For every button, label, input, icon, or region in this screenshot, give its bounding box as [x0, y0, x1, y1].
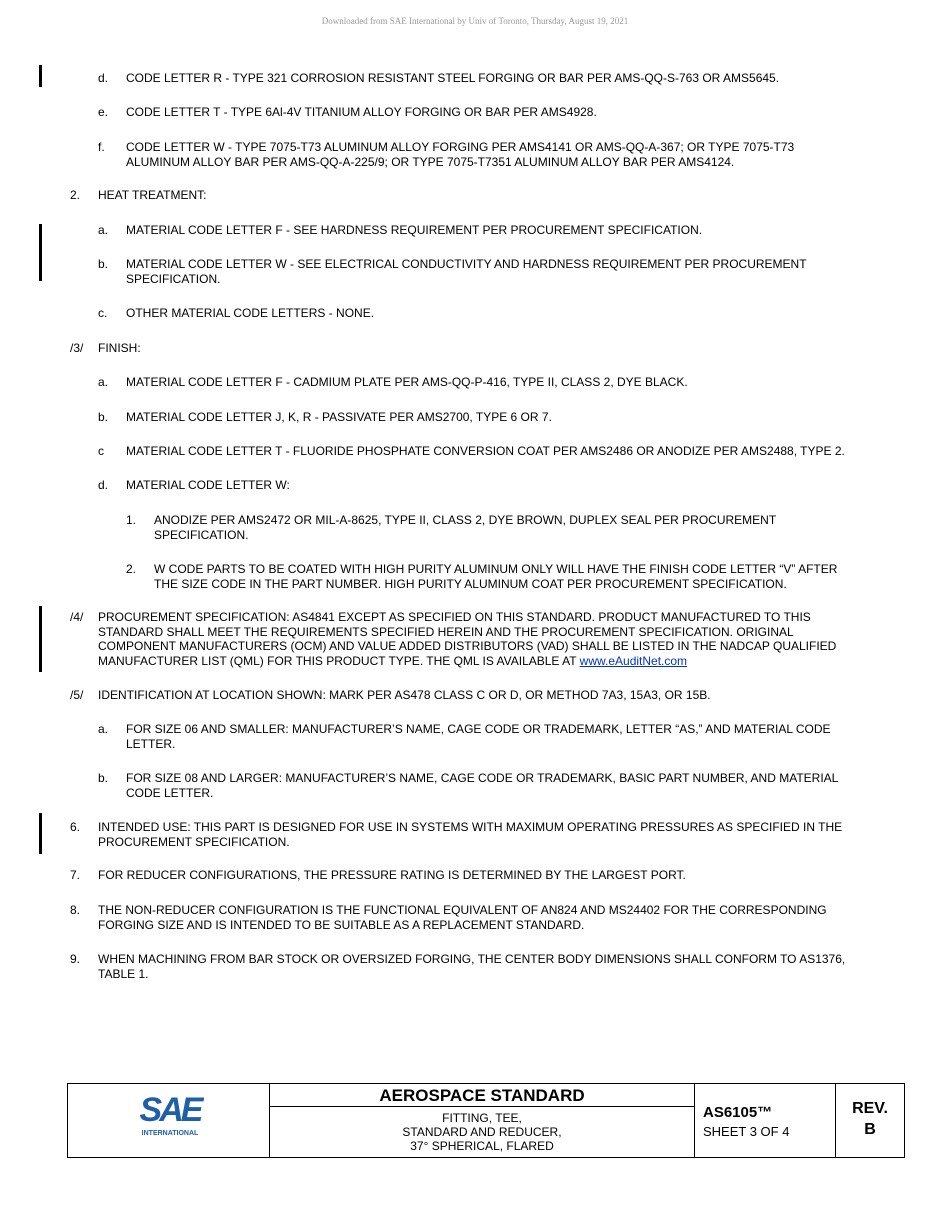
note-text: FOR SIZE 06 AND SMALLER: MANUFACTURER’S NAME, CAGE CODE OR TRADEMARK, LETTER “AS,” AND MATERIAL CODE LETTER.: [126, 722, 831, 751]
standard-heading: AEROSPACE STANDARD: [270, 1084, 694, 1107]
note-label: /4/: [70, 610, 84, 624]
note-label: 7.: [70, 868, 81, 882]
note-text: FOR SIZE 08 AND LARGER: MANUFACTURER’S NAME, CAGE CODE OR TRADEMARK, BASIC PART NUMBER, AND MATERIAL CODE LETTER.: [126, 771, 839, 800]
note-label: 2.: [126, 562, 137, 576]
note-label: c.: [98, 306, 108, 320]
note-label: /5/: [70, 688, 84, 702]
document-number: AS6105™: [703, 1104, 773, 1121]
standard-description: FITTING, TEE, STANDARD AND REDUCER, 37° SPHERICAL, FLARED: [402, 1111, 562, 1153]
revision-label: REV.: [852, 1100, 888, 1117]
logo-cell: [68, 1084, 270, 1157]
note-label: 8.: [70, 903, 81, 917]
note-label: a.: [98, 722, 109, 736]
note-text: WHEN MACHINING FROM BAR STOCK OR OVERSIZED FORGING, THE CENTER BODY DIMENSIONS SHALL CONFORM TO AS1376, TABLE 1.: [98, 952, 846, 981]
revision-value: B: [864, 1121, 876, 1138]
sae-logo-mark: SAE: [139, 1094, 201, 1129]
title-block: [67, 1083, 905, 1158]
note-label: 2.: [70, 188, 81, 202]
note-label: e.: [98, 105, 109, 119]
note-label: a.: [98, 375, 109, 389]
note-text: HEAT TREATMENT:: [98, 188, 207, 202]
note-label: b.: [98, 771, 109, 785]
note-text: W CODE PARTS TO BE COATED WITH HIGH PURITY ALUMINUM ONLY WILL HAVE THE FINISH CODE LETTER “V” AFTER THE SIZE CODE IN THE PART NUMBER. HIGH PURITY ALUMINUM COAT PER PROCUREMENT SPECIFICATION.: [154, 562, 838, 591]
change-bar: [39, 813, 42, 854]
note-text: MATERIAL CODE LETTER F - SEE HARDNESS REQUIREMENT PER PROCUREMENT SPECIFICATION.: [126, 223, 703, 237]
note-text: ANODIZE PER AMS2472 OR MIL-A-8625, TYPE II, CLASS 2, DYE BROWN, DUPLEX SEAL PER PROCUREMENT SPECIFICATION.: [154, 513, 777, 542]
revision-cell: [836, 1084, 904, 1157]
note-text: THE NON-REDUCER CONFIGURATION IS THE FUNCTIONAL EQUIVALENT OF AN824 AND MS24402 FOR THE CORRESPONDING FORGING SIZE AND IS INTENDED TO BE SUITABLE AS A REPLACEMENT STANDARD.: [98, 903, 827, 932]
note-text: MATERIAL CODE LETTER J, K, R - PASSIVATE PER AMS2700, TYPE 6 OR 7.: [126, 410, 552, 424]
sheet-number: SHEET 3 OF 4: [703, 1124, 790, 1139]
note-text: MATERIAL CODE LETTER W - SEE ELECTRICAL CONDUCTIVITY AND HARDNESS REQUIREMENT PER PROCUREMENT SPECIFICATION.: [126, 257, 807, 286]
note-text: OTHER MATERIAL CODE LETTERS - NONE.: [126, 306, 375, 320]
note-text: FOR REDUCER CONFIGURATIONS, THE PRESSURE RATING IS DETERMINED BY THE LARGEST PORT.: [98, 868, 686, 882]
change-bar: [39, 65, 42, 87]
note-label: c: [98, 444, 104, 458]
note-label: 9.: [70, 952, 81, 966]
document-cell: [695, 1084, 836, 1157]
note-text: MATERIAL CODE LETTER T - FLUORIDE PHOSPHATE CONVERSION COAT PER AMS2486 OR ANODIZE PER AMS2488, TYPE 2.: [126, 444, 845, 458]
note-text: IDENTIFICATION AT LOCATION SHOWN: MARK PER AS478 CLASS C OR D, OR METHOD 7A3, 15A3, OR 15B.: [98, 688, 711, 702]
note-text: CODE LETTER R - TYPE 321 CORROSION RESISTANT STEEL FORGING OR BAR PER AMS-QQ-S-763 OR AMS5645.: [126, 71, 780, 85]
note-label: d.: [98, 71, 109, 85]
sae-logo-sub: INTERNATIONAL: [141, 1130, 199, 1137]
note-label: b.: [98, 410, 109, 424]
note-text: [98, 610, 898, 668]
note-label: d.: [98, 478, 109, 492]
eauditnet-link[interactable]: www.eAuditNet.com: [579, 653, 688, 668]
change-bar: [39, 224, 42, 281]
note-label: f.: [98, 140, 105, 154]
note-text: MATERIAL CODE LETTER F - CADMIUM PLATE PER AMS-QQ-P-416, TYPE II, CLASS 2, DYE BLACK.: [126, 375, 688, 389]
sae-logo: [136, 1094, 204, 1139]
title-cell: [270, 1084, 695, 1157]
note-label: /3/: [70, 341, 84, 355]
note-text: MATERIAL CODE LETTER W:: [126, 478, 290, 492]
note-label: b.: [98, 257, 109, 271]
note-text: INTENDED USE: THIS PART IS DESIGNED FOR USE IN SYSTEMS WITH MAXIMUM OPERATING PRESSURES AS SPECIFIED IN THE PROCUREMENT SPECIFICATION.: [98, 820, 843, 849]
note-text: CODE LETTER W - TYPE 7075-T73 ALUMINUM ALLOY FORGING PER AMS4141 OR AMS-QQ-A-367; OR TYPE 7075-T73 ALUMINUM ALLOY BAR PER AMS-QQ-A-225/9; OR TYPE 7075-T7351 ALUMINUM ALLOY BAR PER AMS4124.: [126, 140, 795, 169]
note-label: 6.: [70, 820, 81, 834]
note-text: FINISH:: [98, 341, 141, 355]
download-note: Downloaded from SAE International by Univ of Toronto, Thursday, August 19, 2021: [321, 16, 629, 26]
note-label: 1.: [126, 513, 137, 527]
change-bar: [39, 606, 42, 672]
note-label: a.: [98, 223, 109, 237]
note-text: CODE LETTER T - TYPE 6Al-4V TITANIUM ALLOY FORGING OR BAR PER AMS4928.: [126, 105, 597, 119]
note-4-body: PROCUREMENT SPECIFICATION: AS4841 EXCEPT AS SPECIFIED ON THIS STANDARD. PRODUCT MANUFACTURED TO THIS STANDARD SHALL MEET THE REQUIREMENTS SPECIFIED HEREIN AND THE PROCUREMENT SPECIFICATION. ORIGINAL COMPONENT MANUFACTURERS (OCM) AND VALUE ADDED DISTRIBUTORS (VAD) SHALL BE LISTED IN THE NADCAP QUALIFIED MANUFACTURER LIST (QML) FOR THIS PRODUCT TYPE. THE QML IS AVAILABLE AT: [98, 610, 837, 668]
